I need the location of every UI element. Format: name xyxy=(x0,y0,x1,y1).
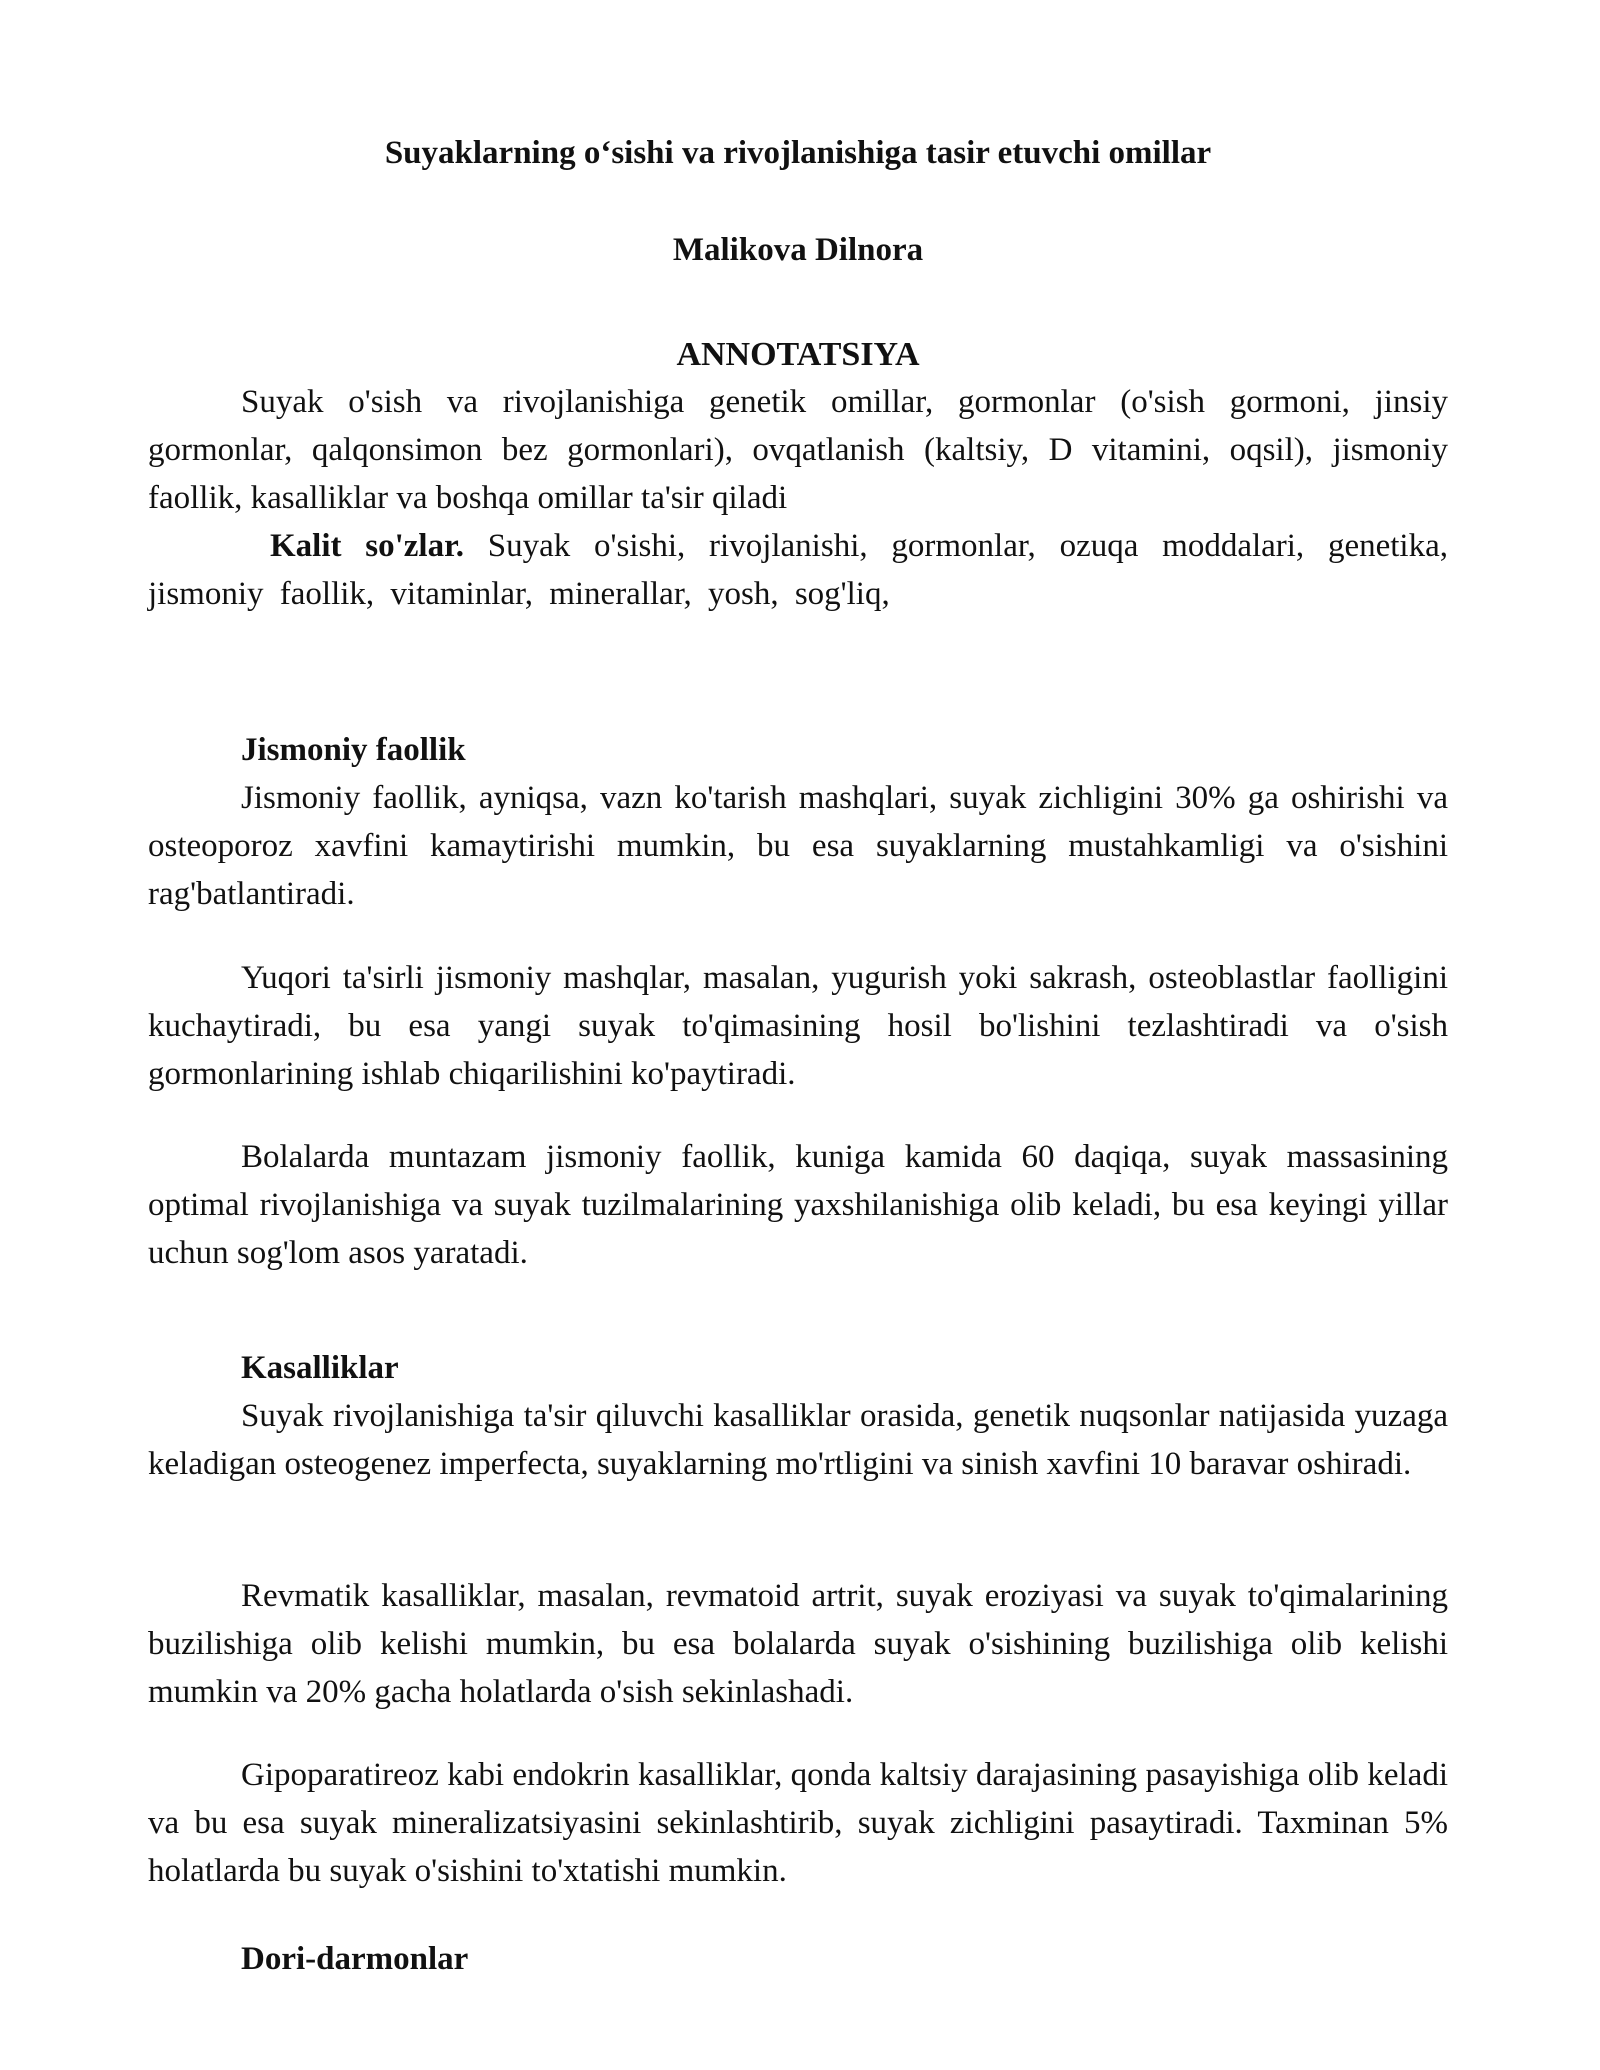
keywords-text: Suyak o'sishi, rivojlanishi, gormonlar, ozuqa moddalari, genetika, jismoniy faollik, vitaminlar, minerallar, yosh, sog'liq, xyxy=(148,528,1448,612)
section-heading-diseases: Kasalliklar xyxy=(241,1350,399,1386)
paragraph: Suyak rivojlanishiga ta'sir qiluvchi kasalliklar orasida, genetik nuqsonlar natijasida yuzaga keladigan osteogenez imperfecta, suyaklarning mo'rtligini va sinish xavfini 10 baravar oshiradi. xyxy=(148,1398,1448,1482)
abstract-text: Suyak o'sish va rivojlanishiga genetik omillar, gormonlar (o'sish gormoni, jinsiy gormonlar, qalqonsimon bez gormonlari), ovqatlanish (kaltsiy, D vitamini, oqsil), jismoniy faollik, kasalliklar va boshqa omillar ta'sir qiladi xyxy=(148,384,1448,516)
keywords-paragraph xyxy=(148,522,1448,618)
section-heading-physical-activity: Jismoniy faollik xyxy=(241,732,466,768)
keywords-label: Kalit so'zlar. xyxy=(270,528,464,564)
paragraph: Yuqori ta'sirli jismoniy mashqlar, masalan, yugurish yoki sakrash, osteoblastlar faolligini kuchaytiradi, bu esa yangi suyak to'qimasining hosil bo'lishini tezlashtiradi va o'sish gormonlarining ishlab chiqarilishini ko'paytiradi. xyxy=(148,960,1448,1092)
paragraph: Revmatik kasalliklar, masalan, revmatoid artrit, suyak eroziyasi va suyak to'qimalarining buzilishiga olib kelishi mumkin, bu esa bolalarda suyak o'sishining buzilishiga olib kelishi mumkin va 20% gacha holatlarda o'sish sekinlashadi. xyxy=(148,1578,1448,1710)
abstract-heading: ANNOTATSIYA xyxy=(676,336,920,373)
section-heading-medications: Dori-darmonlar xyxy=(241,1941,469,1977)
document-title: Suyaklarning o‘sishi va rivojlanishiga tasir etuvchi omillar xyxy=(384,135,1212,171)
paragraph: Bolalarda muntazam jismoniy faollik, kuniga kamida 60 daqiqa, suyak massasining optimal rivojlanishiga va suyak tuzilmalarining yaxshilanishiga olib keladi, bu esa keyingi yillar uchun sog'lom asos yaratadi. xyxy=(148,1139,1448,1271)
paragraph: Gipoparatireoz kabi endokrin kasalliklar, qonda kaltsiy darajasining pasayishiga olib keladi va bu esa suyak mineralizatsiyasini sekinlashtirib, suyak zichligini pasaytiradi. Taxminan 5% holatlarda bu suyak o'sishini to'xtatishi mumkin. xyxy=(148,1757,1448,1889)
author-name: Malikova Dilnora xyxy=(672,232,924,268)
paragraph: Jismoniy faollik, ayniqsa, vazn ko'tarish mashqlari, suyak zichligini 30% ga oshirishi va osteoporoz xavfini kamaytirishi mumkin, bu esa suyaklarning mustahkamligi va o'sishini rag'batlantiradi. xyxy=(148,780,1448,912)
